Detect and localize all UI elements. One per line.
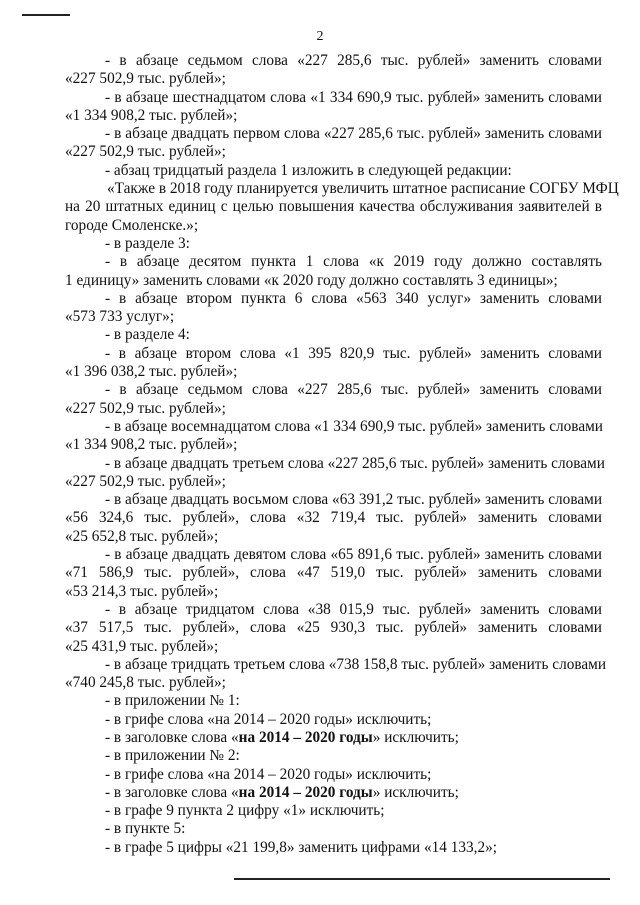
- text-line: - в приложении № 1:: [105, 692, 240, 710]
- text-line: - в абзаце тридцатом слова «38 015,9 тыс. рублей» заменить словами: [105, 600, 602, 618]
- text-line: - в заголовке слова «на 2014 – 2020 годы» исключить;: [105, 783, 459, 801]
- text-line: «1 334 908,2 тыс. рублей»;: [65, 106, 238, 124]
- text-line: - в абзаце седьмом слова «227 285,6 тыс. рублей» заменить словами: [105, 52, 602, 69]
- text-line: «1 334 908,2 тыс. рублей»;: [65, 436, 238, 454]
- text-line: - в грифе слова «на 2014 – 2020 годы» исключить;: [105, 765, 432, 783]
- text-line: «1 396 038,2 тыс. рублей»;: [65, 363, 238, 381]
- text-line: «56 324,6 тыс. рублей», слова «32 719,4 тыс. рублей» заменить словами: [65, 509, 602, 527]
- text-line: - в абзаце двадцать первом слова «227 285,6 тыс. рублей» заменить словами: [105, 125, 602, 143]
- text-line: - в разделе 4:: [105, 326, 190, 344]
- text-line: - в абзаце седьмом слова «227 285,6 тыс. рублей» заменить словами: [105, 381, 602, 399]
- text-line: на 20 штатных единиц с целью повышения качества обслуживания заявителей в: [65, 198, 602, 216]
- text-line: - в абзаце втором слова «1 395 820,9 тыс. рублей» заменить словами: [105, 344, 602, 362]
- text-line: «25 652,8 тыс. рублей»;: [65, 527, 219, 545]
- bottom-rule: [234, 878, 610, 880]
- text-line: - в пункте 5:: [105, 820, 186, 838]
- text-line: - в разделе 3:: [105, 234, 190, 252]
- text-line: - в заголовке слова «на 2014 – 2020 годы» исключить;: [105, 728, 459, 746]
- text-line: «71 586,9 тыс. рублей», слова «47 519,0 тыс. рублей» заменить словами: [65, 564, 602, 582]
- text-line: - в абзаце втором пункта 6 слова «563 340 услуг» заменить словами: [105, 289, 602, 307]
- text-line: - в абзаце двадцать восьмом слова «63 391,2 тыс. рублей» заменить словами: [105, 491, 602, 509]
- text-line: «25 431,9 тыс. рублей»;: [65, 637, 219, 655]
- text-line: - в абзаце восемнадцатом слова «1 334 690,9 тыс. рублей» заменить словами: [105, 417, 603, 435]
- text-line: - в приложении № 2:: [105, 747, 240, 765]
- bold-phrase: на 2014 – 2020 годы: [238, 728, 373, 746]
- text-line: - в абзаце шестнадцатом слова «1 334 690,9 тыс. рублей» заменить словами: [105, 88, 602, 106]
- text-line: «53 214,3 тыс. рублей»;: [65, 582, 219, 600]
- text-line: «227 502,9 тыс. рублей»;: [65, 472, 226, 490]
- top-rule: [22, 14, 70, 16]
- text-line: «37 517,5 тыс. рублей», слова «25 930,3 тыс. рублей» заменить словами: [65, 619, 602, 637]
- text-line: - в абзаце двадцать третьем слова «227 285,6 тыс. рублей» заменить словами: [105, 454, 605, 472]
- text-line: - в графе 5 цифры «21 199,8» заменить цифрами «14 133,2»;: [105, 838, 498, 856]
- text-line: «227 502,9 тыс. рублей»;: [65, 143, 226, 161]
- page-number: 2: [316, 29, 324, 44]
- text-line: «740 245,8 тыс. рублей»;: [65, 674, 226, 692]
- text-line: - в абзаце тридцать третьем слова «738 158,8 тыс. рублей» заменить словами: [105, 655, 607, 673]
- text-line: - в абзаце двадцать девятом слова «65 891,6 тыс. рублей» заменить словами: [105, 546, 602, 564]
- document-body: [65, 52, 619, 857]
- text-line: «Также в 2018 году планируется увеличить штатное расписание СОГБУ МФЦ: [107, 180, 619, 198]
- text-line: - в графе 9 пункта 2 цифру «1» исключить;: [105, 802, 385, 820]
- text-line: - абзац тридцатый раздела 1 изложить в следующей редакции:: [105, 161, 512, 179]
- text-line: «227 502,9 тыс. рублей»;: [65, 399, 226, 417]
- bold-phrase: на 2014 – 2020 годы: [238, 783, 373, 801]
- text-line: - в абзаце десятом пункта 1 слова «к 2019 году должно составлять: [105, 253, 602, 271]
- text-line: «573 733 услуг»;: [65, 308, 175, 326]
- text-line: «227 502,9 тыс. рублей»;: [65, 70, 226, 88]
- text-line: городе Смоленске.»;: [65, 216, 199, 234]
- text-line: 1 единицу» заменить словами «к 2020 году должно составлять 3 единицы»;: [65, 271, 558, 289]
- text-line: - в грифе слова «на 2014 – 2020 годы» исключить;: [105, 710, 432, 728]
